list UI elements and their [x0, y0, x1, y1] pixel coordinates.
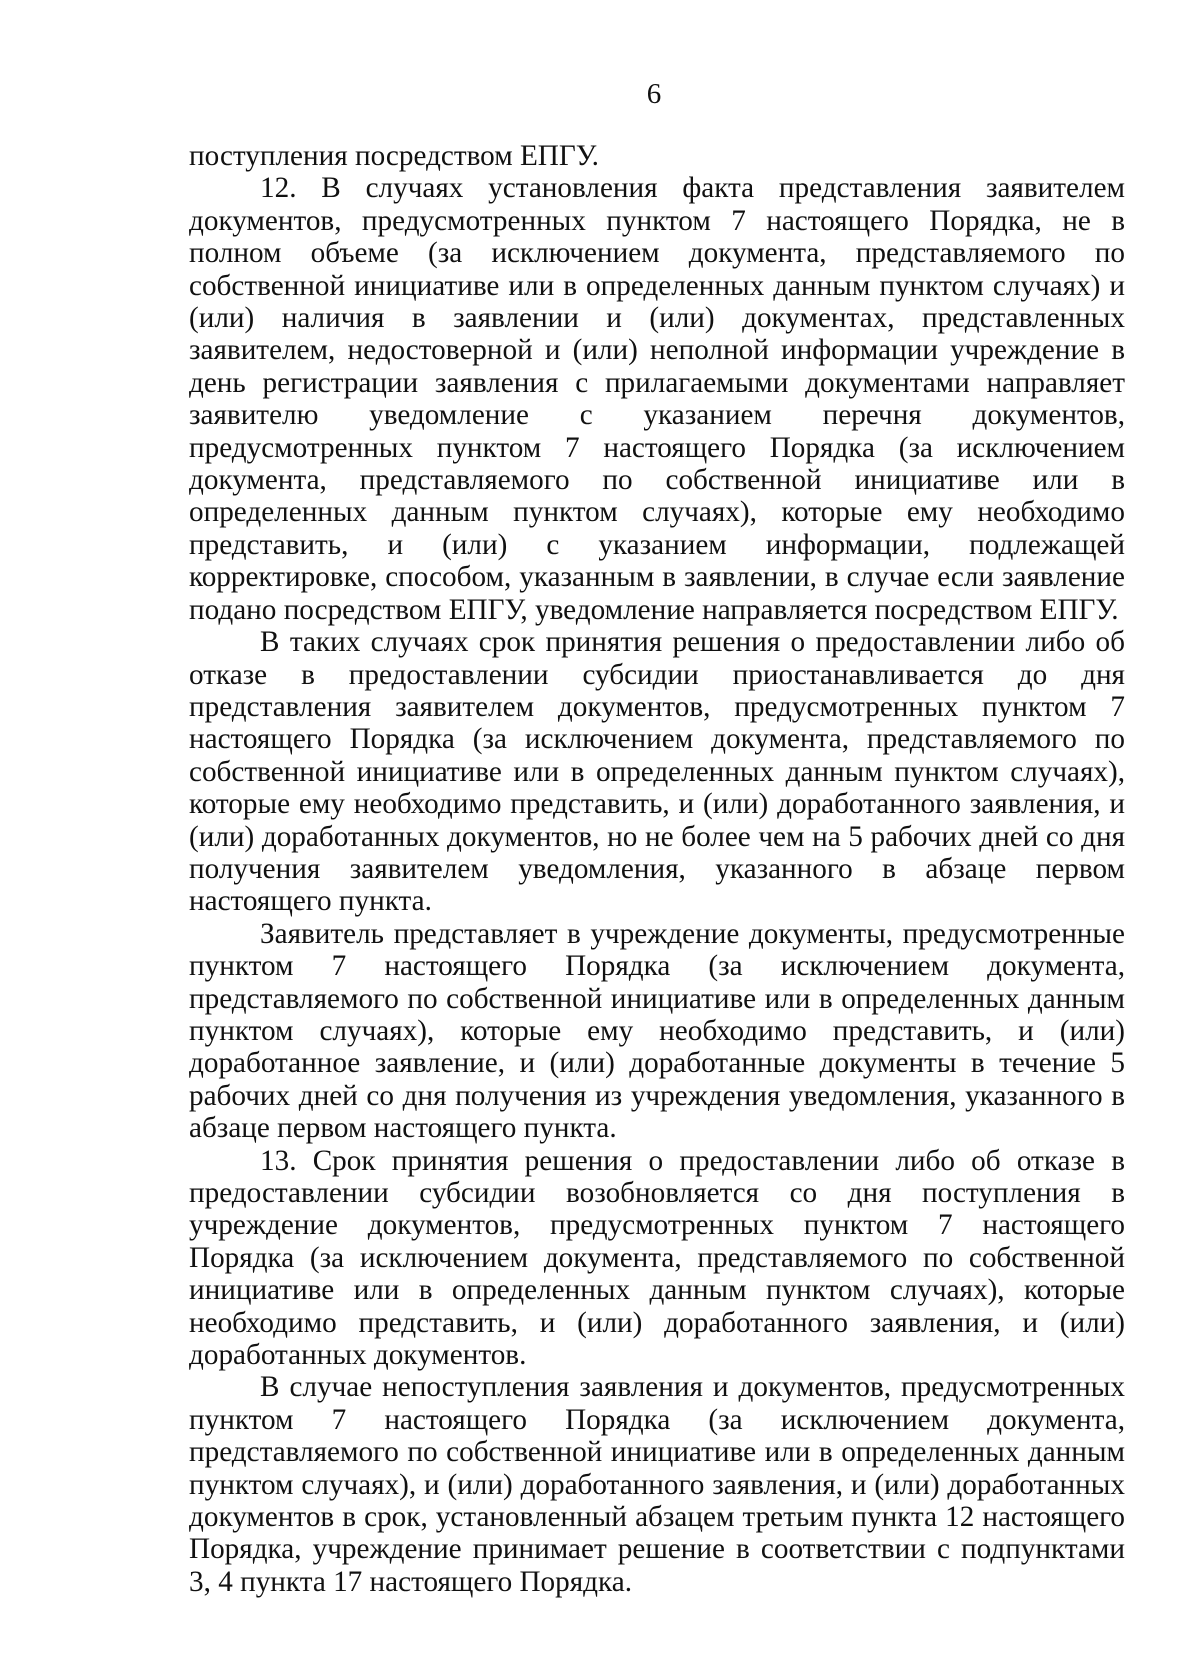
paragraph-non-receipt: В случае непоступления заявления и документов, предусмотренных пунктом 7 настоящего Порядка (за исключением документа, представляемого по собственной инициативе или в определенных данным пунктом случаях), и (или) доработанного заявления, и (или) доработанных документов в срок, установленный абзацем третьим пункта 12 настоящего Порядка, учреждение принимает решение в соответствии с подпунктами 3, 4 пункта 17 настоящего Порядка. [189, 1371, 1125, 1598]
document-body [189, 140, 1125, 1598]
paragraph-continuation: поступления посредством ЕПГУ. [189, 140, 599, 172]
paragraph-clause-12: 12. В случаях установления факта представления заявителем документов, предусмотренных пунктом 7 настоящего Порядка, не в полном объеме (за исключением документа, представляемого по собственной инициативе или в определенных данным пунктом случаях) и (или) наличия в заявлении и (или) документах, представленных заявителем, недостоверной и (или) неполной информации учреждение в день регистрации заявления с прилагаемыми документами направляет заявителю уведомление с указанием перечня документов, предусмотренных пунктом 7 настоящего Порядка (за исключением документа, представляемого по собственной инициативе или в определенных данным пунктом случаях), которые ему необходимо представить, и (или) с указанием информации, подлежащей корректировке, способом, указанным в заявлении, в случае если заявление подано посредством ЕПГУ, уведомление направляется посредством ЕПГУ. [189, 172, 1125, 626]
paragraph-clause-13: 13. Срок принятия решения о предоставлении либо об отказе в предоставлении субсидии возобновляется со дня поступления в учреждение документов, предусмотренных пунктом 7 настоящего Порядка (за исключением документа, представляемого по собственной инициативе или в определенных данным пунктом случаях), которые необходимо представить, и (или) доработанного заявления, и (или) доработанных документов. [189, 1144, 1125, 1372]
paragraph-suspension-terms: В таких случаях срок принятия решения о предоставлении либо об отказе в предоставлении субсидии приостанавливается до дня представления заявителем документов, предусмотренных пунктом 7 настоящего Порядка (за исключением документа, представляемого по собственной инициативе или в определенных данным пунктом случаях), которые ему необходимо представить, и (или) доработанного заявления, и (или) доработанных документов, но не более чем на 5 рабочих дней со дня получения заявителем уведомления, указанного в абзаце первом настоящего пункта. [189, 626, 1125, 918]
paragraph-applicant-submission: Заявитель представляет в учреждение документы, предусмотренные пунктом 7 настоящего Порядка (за исключением документа, представляемого по собственной инициативе или в определенных данным пунктом случаях), которые ему необходимо представить, и (или) доработанное заявление, и (или) доработанные документы в течение 5 рабочих дней со дня получения из учреждения уведомления, указанного в абзаце первом настоящего пункта. [189, 917, 1125, 1145]
page-number: 6 [646, 78, 662, 110]
